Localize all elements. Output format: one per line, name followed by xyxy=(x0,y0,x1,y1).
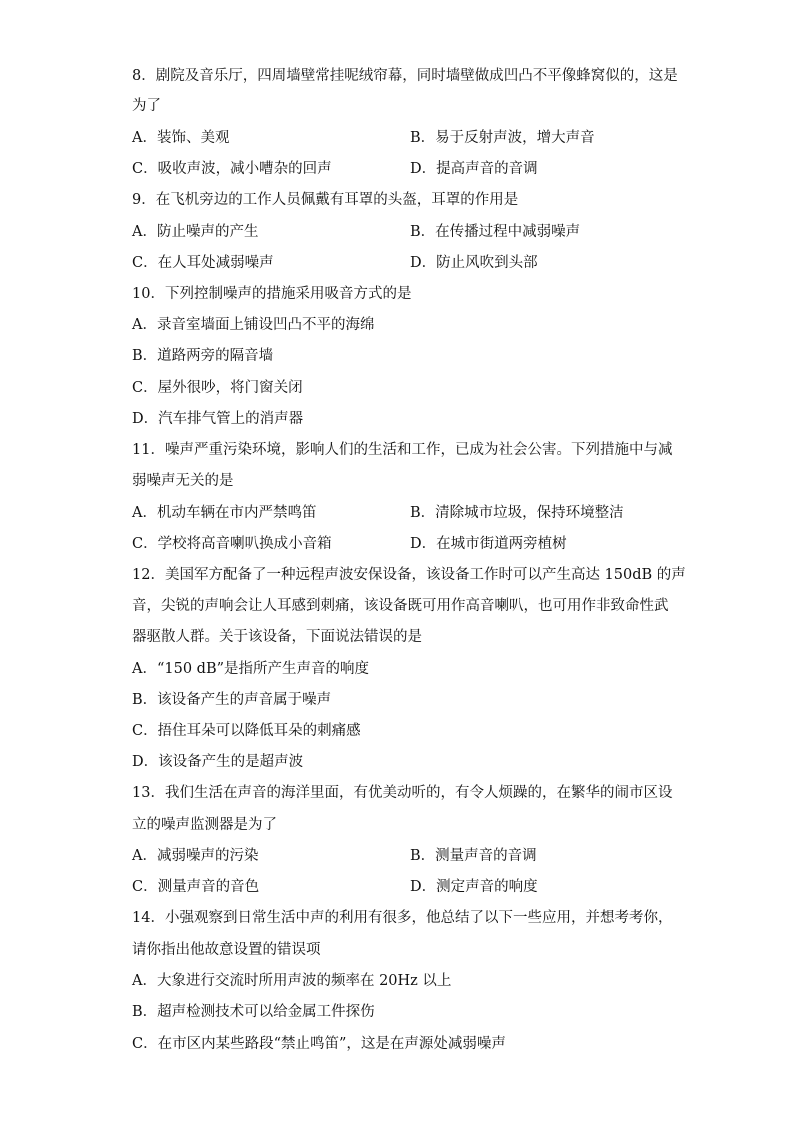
q12-option-c: C．捂住耳朵可以降低耳朵的刺痛感 xyxy=(132,723,361,739)
q10-option-a: A．录音室墙面上铺设凹凸不平的海绵 xyxy=(132,317,375,333)
q13-stem-line-1: 13．我们生活在声音的海洋里面，有优美动听的，有令人烦躁的，在繁华的闹市区设 xyxy=(132,785,673,801)
q10-option-b: B．道路两旁的隔音墙 xyxy=(132,348,274,364)
q13-option-c: C．测量声音的音色 xyxy=(132,879,260,895)
q9-option-c: C．在人耳处减弱噪声 xyxy=(132,255,274,271)
q10-option-d: D．汽车排气管上的消声器 xyxy=(132,411,304,427)
q10-option-c: C．屋外很吵，将门窗关闭 xyxy=(132,380,303,396)
q12-option-d: D．该设备产生的是超声波 xyxy=(132,754,304,770)
q12-stem-line-2: 音，尖锐的声响会让人耳感到刺痛，该设备既可用作高音喇叭，也可用作非致命性武 xyxy=(132,598,669,614)
q11-option-b: B．清除城市垃圾，保持环境整洁 xyxy=(410,505,624,521)
q8-option-b: B．易于反射声波，增大声音 xyxy=(410,130,595,146)
q8-stem-line-1: 8．剧院及音乐厅，四周墙壁常挂呢绒帘幕，同时墙壁做成凹凸不平像蜂窝似的，这是 xyxy=(132,68,678,84)
q13-stem-line-2: 立的噪声监测器是为了 xyxy=(132,817,277,833)
q12-option-b: B．该设备产生的声音属于噪声 xyxy=(132,692,332,708)
q10-stem-line-1: 10．下列控制噪声的措施采用吸音方式的是 xyxy=(132,286,412,302)
q14-stem-line-1: 14．小强观察到日常生活中声的利用有很多，他总结了以下一些应用，并想考考你， xyxy=(132,910,673,926)
q9-option-d: D．防止风吹到头部 xyxy=(410,255,538,271)
q9-option-b: B．在传播过程中减弱噪声 xyxy=(410,224,581,240)
q14-option-a: A．大象进行交流时所用声波的频率在 20Hz 以上 xyxy=(132,973,452,989)
q8-stem-line-2: 为了 xyxy=(132,98,161,114)
q12-option-a: A．“150 dB”是指所产生声音的响度 xyxy=(132,661,370,677)
q9-option-a: A．防止噪声的产生 xyxy=(132,224,259,240)
q14-stem-line-2: 请你指出他故意设置的错误项 xyxy=(132,942,321,958)
q11-option-d: D．在城市街道两旁植树 xyxy=(410,536,567,552)
q13-option-b: B．测量声音的音调 xyxy=(410,848,537,864)
q12-stem-line-3: 器驱散人群。关于该设备，下面说法错误的是 xyxy=(132,629,422,645)
q13-option-d: D．测定声音的响度 xyxy=(410,879,538,895)
q11-option-a: A．机动车辆在市内严禁鸣笛 xyxy=(132,505,317,521)
q11-option-c: C．学校将高音喇叭换成小音箱 xyxy=(132,536,332,552)
q14-option-c: C．在市区内某些路段“禁止鸣笛”，这是在声源处减弱噪声 xyxy=(132,1036,506,1052)
q11-stem-line-2: 弱噪声无关的是 xyxy=(132,473,234,489)
q11-stem-line-1: 11．噪声严重污染环境，影响人们的生活和工作，已成为社会公害。下列措施中与减 xyxy=(132,442,673,458)
q14-option-b: B．超声检测技术可以给金属工件探伤 xyxy=(132,1004,375,1020)
q13-option-a: A．减弱噪声的污染 xyxy=(132,848,259,864)
q8-option-a: A．装饰、美观 xyxy=(132,130,230,146)
q8-option-c: C．吸收声波，减小嘈杂的回声 xyxy=(132,161,332,177)
q12-stem-line-1: 12．美国军方配备了一种远程声波安保设备，该设备工作时可以产生高达 150dB 的声 xyxy=(132,567,686,583)
q9-stem-line-1: 9．在飞机旁边的工作人员佩戴有耳罩的头盔，耳罩的作用是 xyxy=(132,192,519,208)
q8-option-d: D．提高声音的音调 xyxy=(410,161,538,177)
